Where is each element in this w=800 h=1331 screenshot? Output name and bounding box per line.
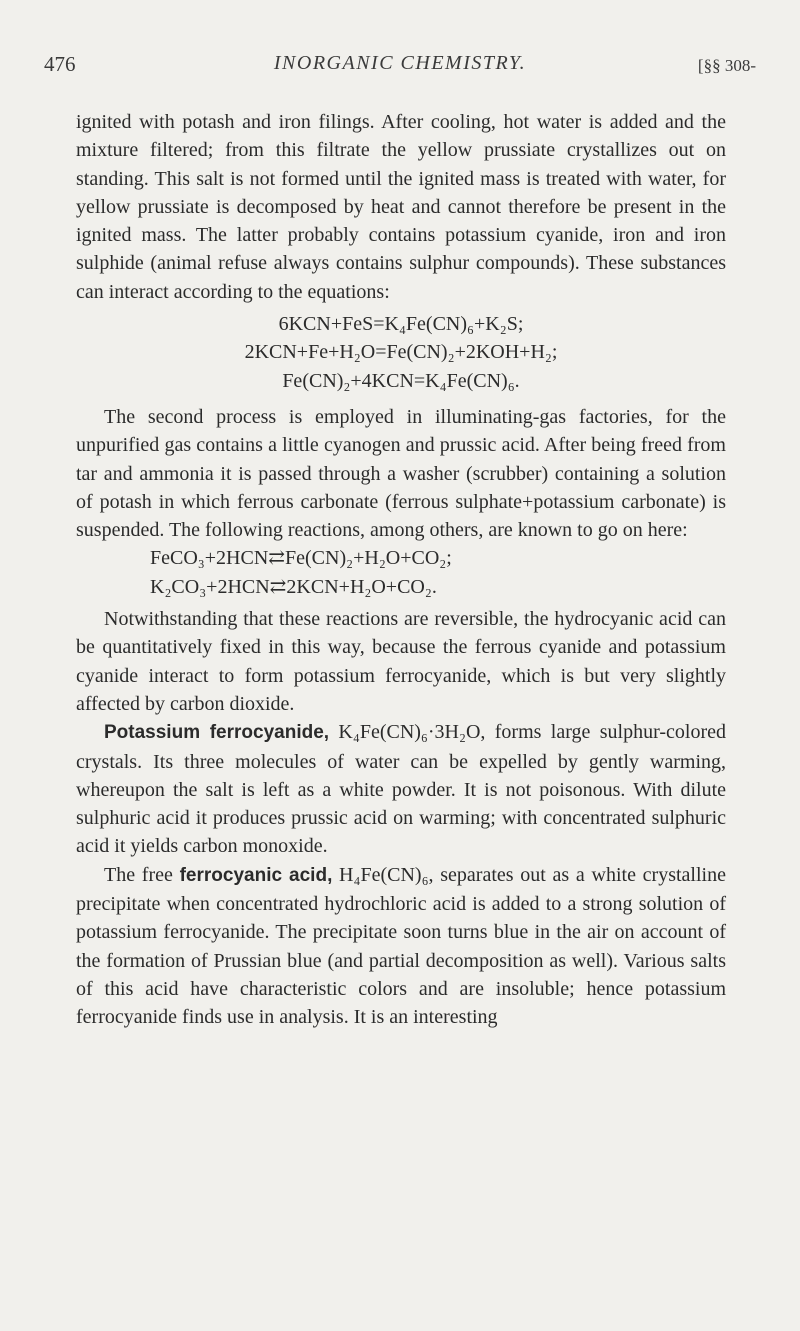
equation-5: K₂CO₃+2HCN⇄2KCN+H₂O+CO₂. [150,575,437,598]
paragraph-4-text: K₄Fe(CN)₆·3H₂O, forms large sulphur-colored crystals. Its three molecules of water can be expelled by gently warming, whereupon the salt is left as a white powder. It is not poisonous. With dilute sulphuric acid it produces prussic acid on warming; with concentrated sulphuric acid it yields carbon monoxide. [76,721,726,858]
running-title: INORGANIC CHEMISTRY. [273,52,527,74]
page-number: 476 [44,52,76,76]
paragraph-4 [76,718,726,860]
body-text [76,108,726,1032]
equation-4: FeCO₃+2HCN⇄Fe(CN)₂+H₂O+CO₂; [150,547,452,570]
equation-2: 2KCN+Fe+H₂O=Fe(CN)₂+2KOH+H₂; [244,341,558,364]
paragraph-2: The second process is employed in illuminating-gas factories, for the unpurified gas contains a little cyanogen and prussic acid. After being freed from tar and ammonia it is passed through a washer (scrubber) containing a solution of potash in which ferrous carbonate (ferrous sulphate+potassium carbonate) is suspended. The following reactions, among others, are known to go on here: [76,405,726,542]
paragraph-1: ignited with potash and iron filings. After cooling, hot water is added and the mixture filtered; from this filtrate the yellow prussiate crystallizes out on standing. This salt is not formed until the ignited mass is treated with water, for yellow prussiate is decomposed by heat and cannot therefore be present in the ignited mass. The latter probably contains potassium cyanide, iron and iron sulphide (animal refuse always contains sulphur compounds). These substances can interact according to the equations: [76,111,726,303]
term-potassium-ferrocyanide: Potassium ferrocyanide, [104,722,330,744]
equation-1: 6KCN+FeS=K₄Fe(CN)₆+K₂S; [278,313,524,336]
paragraph-5-text: H₄Fe(CN)₆, separates out as a white crystalline precipitate when concentrated hydrochloric acid is added to a strong solution of potassium ferrocyanide. The precipitate soon turns blue in the air on account of the formation of Prussian blue (and partial decomposition as well). Various salts of this acid have characteristic colors and are insoluble; hence potassium ferrocyanide finds use in analysis. It is an interesting [76,863,726,1029]
paragraph-3: Notwithstanding that these reactions are reversible, the hydrocyanic acid can be quantitatively fixed in this way, because the ferrous cyanide and potassium cyanide interact to form potassium ferrocyanide, which is but very slightly affected by carbon dioxide. [76,608,726,715]
paragraph-5-lead: The free [104,863,180,886]
page-header [44,52,756,86]
term-ferrocyanic-acid: ferrocyanic acid, [179,864,333,886]
equation-3: Fe(CN)₂+4KCN=K₄Fe(CN)₆. [282,369,520,392]
section-reference: [§§ 308- [697,56,756,75]
paragraph-5 [76,861,726,1032]
